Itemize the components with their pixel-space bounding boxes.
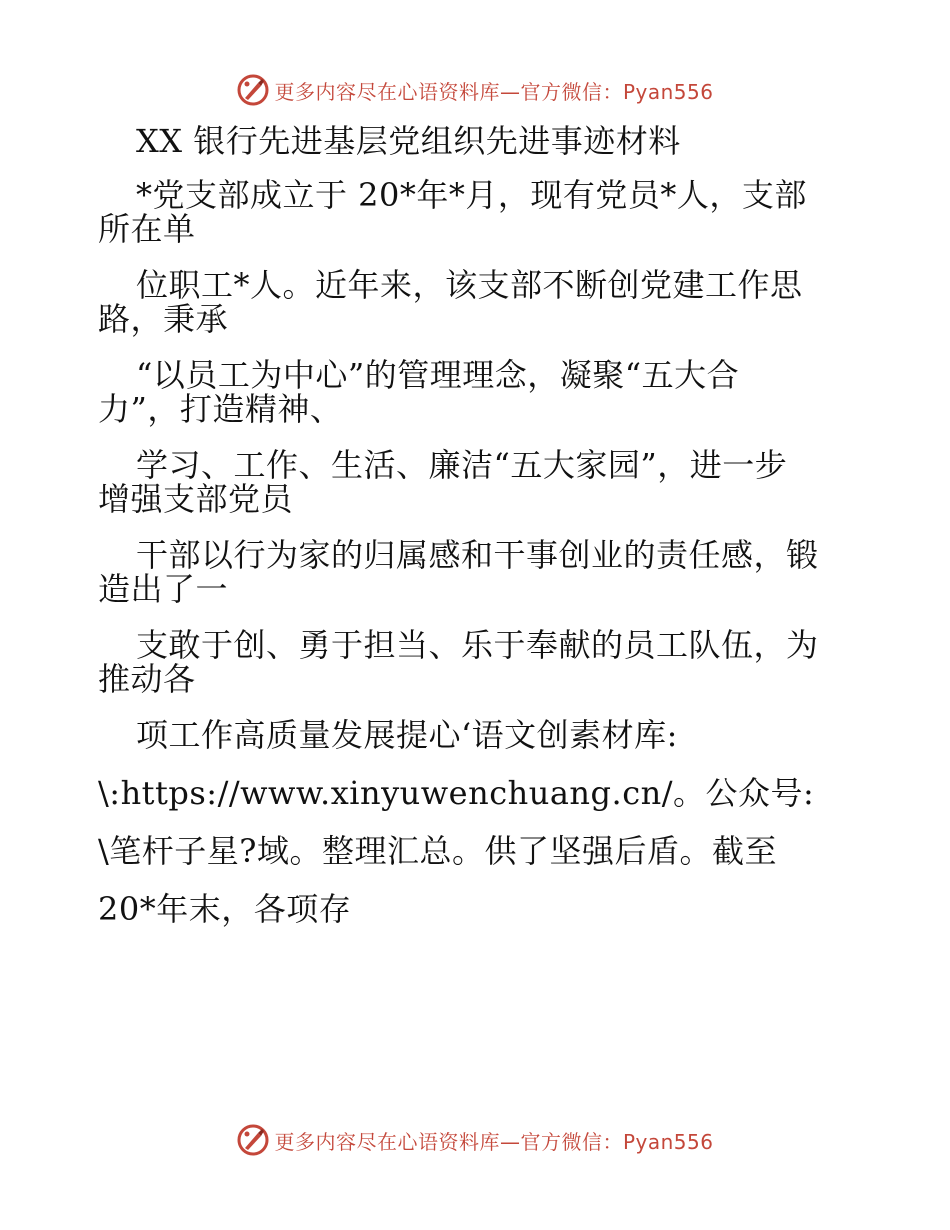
paragraph-line: \:https://www.xinyuwenchuang.cn/。公众号: [98,774,815,812]
paragraph-line: 项工作高质量发展提心‘语文创素材库: [136,716,678,754]
header-watermark-banner [0,70,950,110]
paragraph-line: 力”，打造精神、 [98,390,343,428]
pen-logo-icon [236,73,270,107]
document-body [98,124,868,926]
paragraph-line: 支敢于创、勇于担当、乐于奉献的员工队伍，为 [136,626,819,664]
paragraph-line: \笔杆子星?域。整理汇总。供了坚强后盾。截至 [98,832,777,870]
footer-watermark-banner [0,1120,950,1160]
paragraph-line: 推动各 [98,660,196,698]
paragraph-line: 20*年末，各项存 [98,890,352,928]
watermark-text: 更多内容尽在心语资料库—官方微信：Pyan556 [274,79,714,104]
paragraph-line: 学习、工作、生活、廉洁“五大家园”，进一步 [136,446,788,484]
watermark-text: 更多内容尽在心语资料库—官方微信：Pyan556 [274,1129,714,1154]
paragraph-line: “以员工为中心”的管理理念，凝聚“五大合 [136,356,740,394]
paragraph-line: 所在单 [98,210,196,248]
paragraph-line: *党支部成立于 20*年*月，现有党员*人，支部 [136,176,807,214]
paragraph-line: 干部以行为家的归属感和干事创业的责任感，锻 [136,536,819,574]
paragraph-line: 增强支部党员 [98,480,294,518]
document-title: XX 银行先进基层党组织先进事迹材料 [136,122,681,160]
paragraph-line: 造出了一 [98,570,229,608]
paragraph-line: 位职工*人。近年来，该支部不断创党建工作思 [136,266,803,304]
pen-logo-icon [236,1123,270,1157]
paragraph-line: 路，秉承 [98,300,229,338]
